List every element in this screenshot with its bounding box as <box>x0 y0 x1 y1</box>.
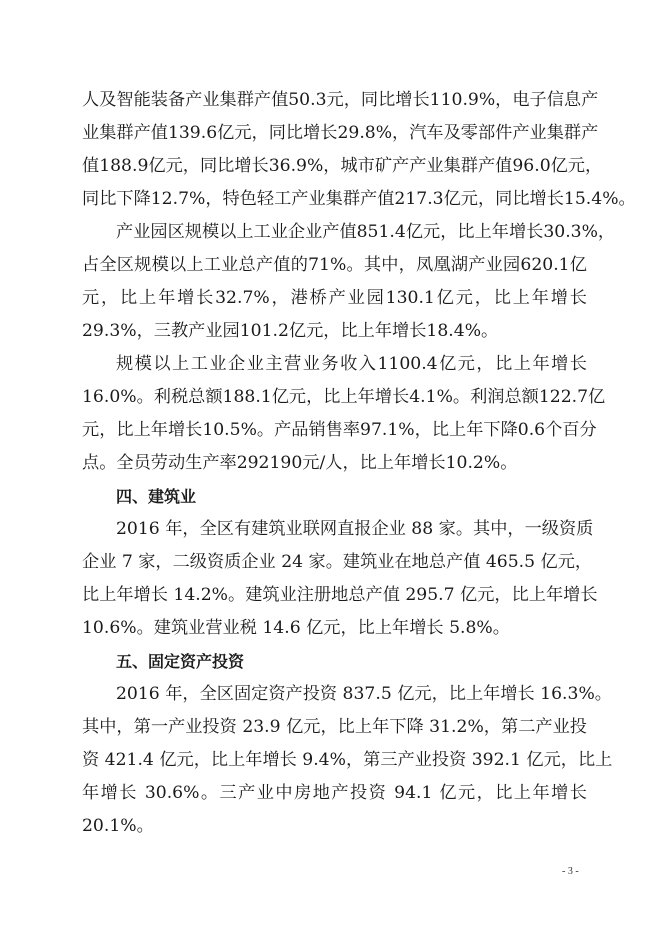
paragraph-line: 资 421.4 亿元，比上年增长 9.4%，第三产业投资 392.1 亿元，比上 <box>82 750 613 770</box>
paragraph-line: 企业 7 家，二级资质企业 24 家。建筑业在地总产值 465.5 亿元， <box>82 552 593 572</box>
paragraph-line: 29.3%，三教产业园101.2亿元，比上年增长18.4%。 <box>82 321 499 341</box>
paragraph-line: 比上年增长 14.2%。建筑业注册地总产值 295.7 亿元，比上年增长 <box>82 585 598 605</box>
paragraph-line: 同比下降12.7%，特色轻工产业集群产值217.3亿元，同比增长15.4%。 <box>82 189 636 209</box>
paragraph-line: 2016 年，全区有建筑业联网直报企业 88 家。其中，一级资质 <box>116 519 594 539</box>
paragraph-line: 2016 年，全区固定资产投资 837.5 亿元，比上年增长 16.3%。 <box>116 684 612 704</box>
paragraph-line: 其中，第一产业投资 23.9 亿元，比上年下降 31.2%，第二产业投 <box>82 717 587 737</box>
paragraph-line: 业集群产值139.6亿元，同比增长29.8%，汽车及零部件产业集群产 <box>82 123 599 143</box>
paragraph-line: 人及智能装备产业集群产值50.3元，同比增长110.9%，电子信息产 <box>82 90 599 110</box>
paragraph-line: 年增长 30.6%。三产业中房地产投资 94.1 亿元，比上年增长 <box>82 783 587 803</box>
paragraph-line: 规模以上工业企业主营业务收入1100.4亿元，比上年增长 <box>116 354 587 374</box>
paragraph-line: 10.6%。建筑业营业税 14.6 亿元，比上年增长 5.8%。 <box>82 618 510 638</box>
paragraph-line: 产业园区规模以上工业企业产值851.4亿元，比上年增长30.3%， <box>116 222 616 242</box>
page-number: - 3 - <box>562 866 579 877</box>
paragraph-line: 元，比上年增长32.7%，港桥产业园130.1亿元，比上年增长 <box>82 288 587 308</box>
section-heading-fixed-asset-investment: 五、固定资产投资 <box>116 652 245 671</box>
section-heading-construction: 四、建筑业 <box>116 487 197 506</box>
paragraph-line: 16.0%。利税总额188.1亿元，比上年增长4.1%。利润总额122.7亿 <box>82 387 606 407</box>
paragraph-line: 点。全员劳动生产率292190元/人，比上年增长10.2%。 <box>82 453 518 473</box>
paragraph-line: 20.1%。 <box>82 816 154 836</box>
paragraph-line: 元，比上年增长10.5%。产品销售率97.1%，比上年下降0.6个百分 <box>82 420 597 440</box>
paragraph-line: 占全区规模以上工业总产值的71%。其中，凤凰湖产业园620.1亿 <box>82 255 587 275</box>
paragraph-line: 值188.9亿元，同比增长36.9%，城市矿产产业集群产值96.0亿元， <box>82 156 603 176</box>
